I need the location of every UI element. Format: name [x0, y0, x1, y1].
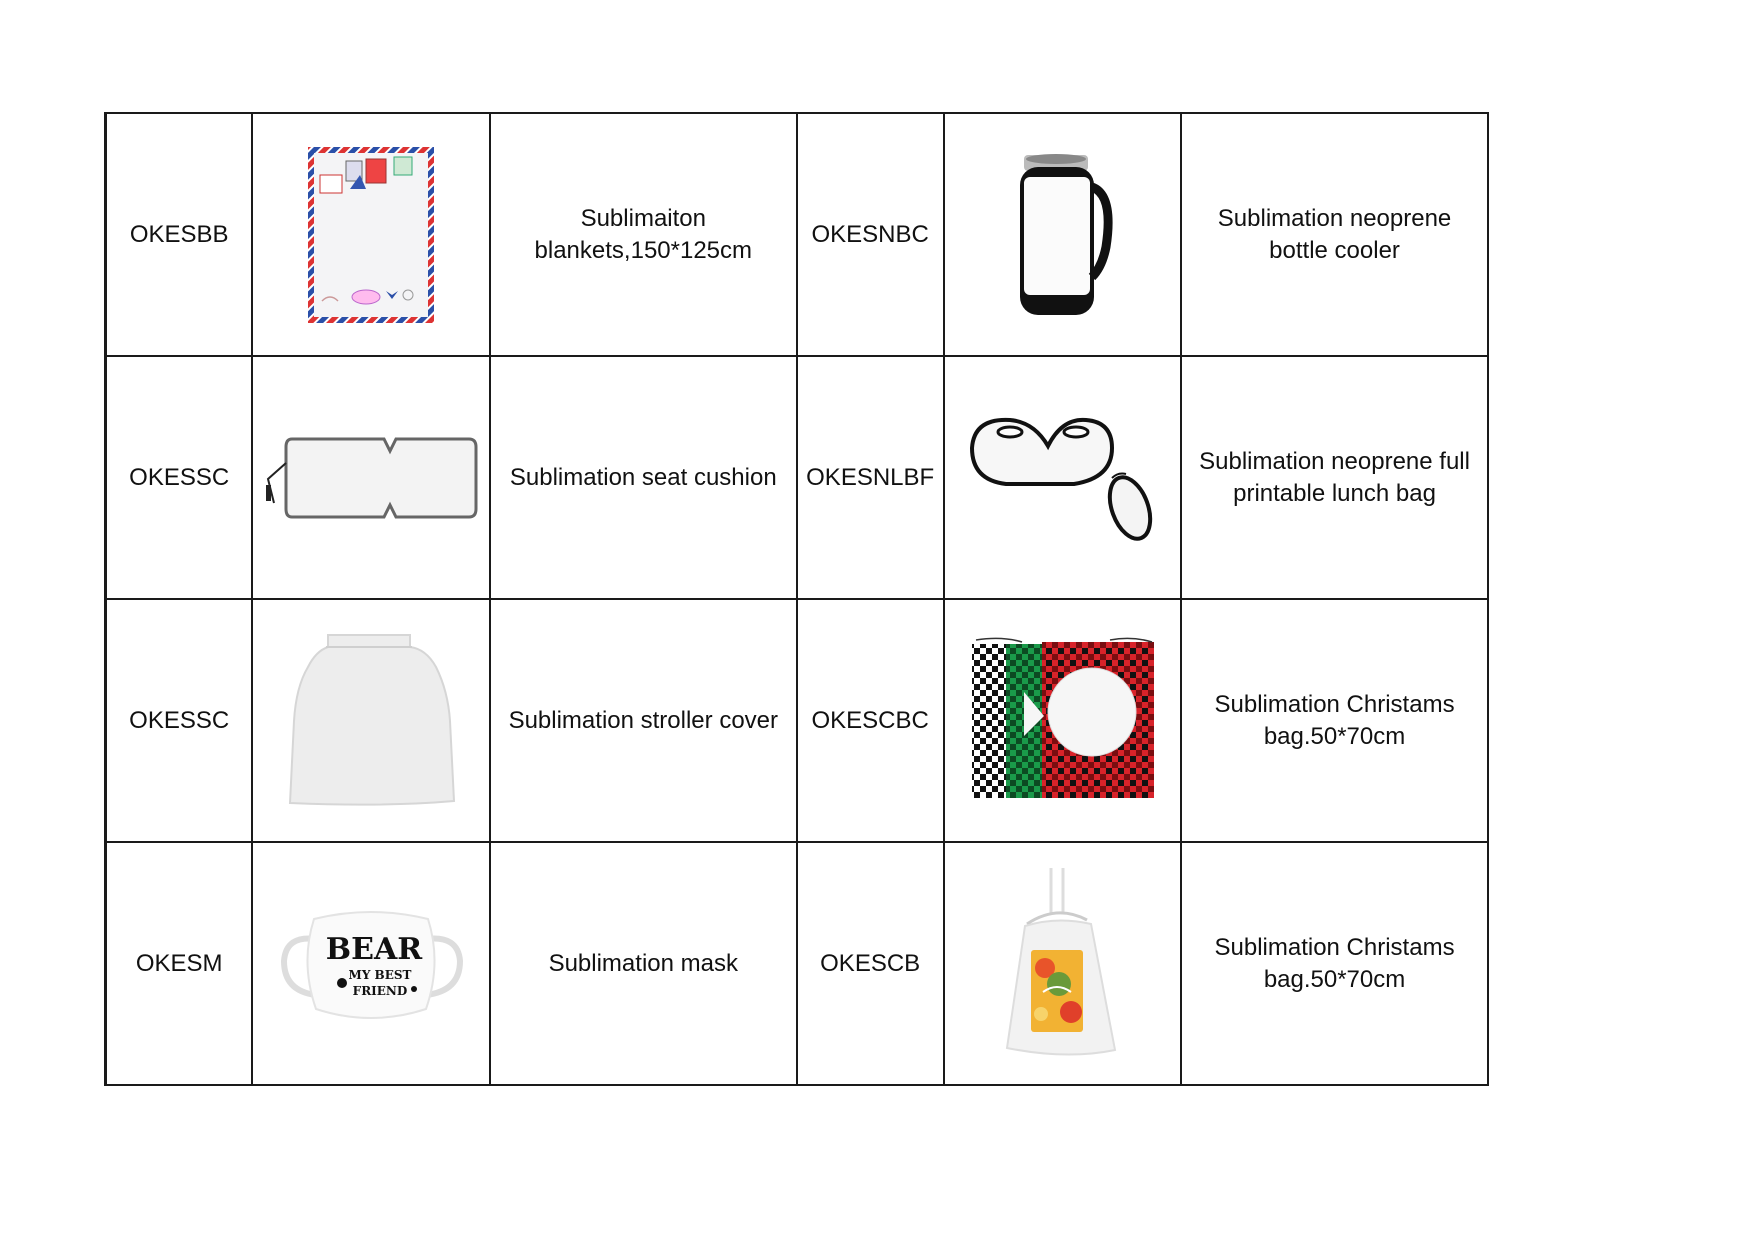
- bottle-cooler-icon: [1002, 147, 1122, 322]
- table-row: [106, 599, 1489, 842]
- table-row: [106, 113, 1489, 356]
- product-code: OKESM: [106, 842, 253, 1085]
- seat-cushion-image: [252, 356, 489, 599]
- stroller-cover-icon: [286, 631, 456, 811]
- product-code: OKESSC: [106, 356, 253, 599]
- mask-icon: [276, 899, 466, 1029]
- mask-print-title: BEAR: [325, 931, 423, 967]
- seat-cushion-icon: [264, 433, 479, 523]
- product-description: Sublimation neoprene full printable lunch bag: [1181, 356, 1488, 599]
- product-code: OKESNLBF: [797, 356, 944, 599]
- product-code: OKESCB: [797, 842, 944, 1085]
- mask-print-line: MY BEST: [348, 967, 412, 982]
- lunch-bag-icon: [962, 408, 1162, 548]
- product-description: Sublimaiton blankets,150*125cm: [490, 113, 797, 356]
- blanket-icon: [306, 145, 436, 325]
- product-description: Sublimation Christams bag.50*70cm: [1181, 599, 1488, 842]
- blanket-image: [252, 113, 489, 356]
- mask-image: [252, 842, 489, 1085]
- product-description: Sublimation Christams bag.50*70cm: [1181, 842, 1488, 1085]
- product-description: Sublimation seat cushion: [490, 356, 797, 599]
- table-row: [106, 356, 1489, 599]
- plaid-bags-icon: [962, 636, 1162, 806]
- lunch-bag-image: [944, 356, 1181, 599]
- stroller-cover-image: [252, 599, 489, 842]
- product-code: OKESCBC: [797, 599, 944, 842]
- drawstring-bag-image: [944, 842, 1181, 1085]
- bottle-cooler-image: [944, 113, 1181, 356]
- table-row: [106, 842, 1489, 1085]
- drawstring-bag-icon: [997, 864, 1127, 1064]
- product-code: OKESNBC: [797, 113, 944, 356]
- product-code: OKESSC: [106, 599, 253, 842]
- mask-print-line: FRIEND: [352, 983, 408, 998]
- christmas-plaid-bags-image: [944, 599, 1181, 842]
- product-code: OKESBB: [106, 113, 253, 356]
- product-description: Sublimation mask: [490, 842, 797, 1085]
- product-table: [104, 112, 1489, 1086]
- product-description: Sublimation stroller cover: [490, 599, 797, 842]
- product-description: Sublimation neoprene bottle cooler: [1181, 113, 1488, 356]
